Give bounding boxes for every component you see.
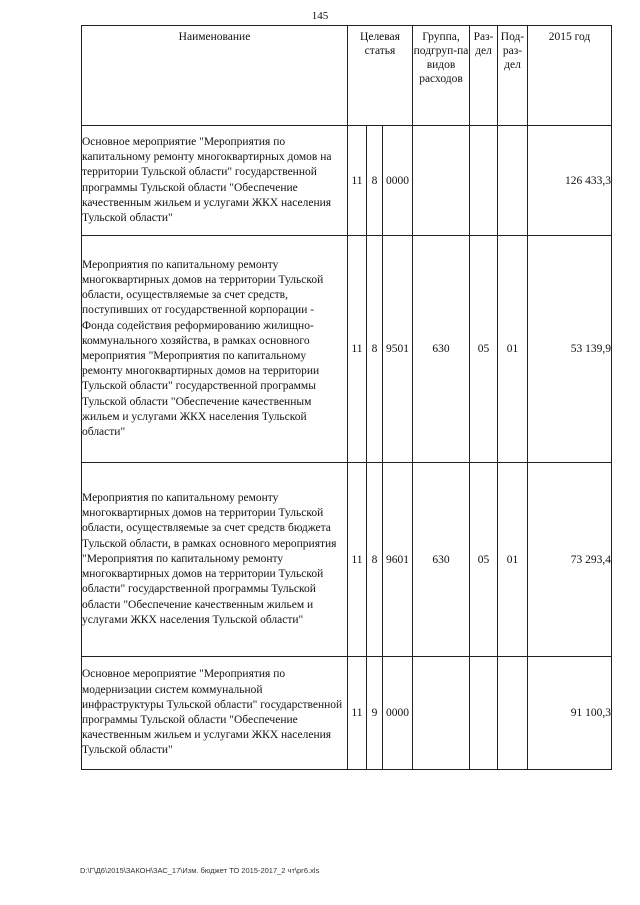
header-expense-group: Группа, подгруп-па видов расходов	[413, 26, 470, 126]
table-row	[82, 126, 612, 236]
file-path-footer: D:\Г\Д6\2015\ЗАКОН\ЗАС_17\Изм. бюджет ТО 2015-2017_2 чт\рг6.xls	[80, 866, 320, 875]
row-subsection: 01	[498, 463, 528, 657]
row-section: 05	[470, 236, 498, 463]
row-amount: 73 293,4	[528, 463, 612, 657]
table-header-row	[82, 26, 612, 126]
row-group	[413, 126, 470, 236]
page-number: 145	[311, 10, 329, 22]
row-code1: 11	[348, 463, 367, 657]
row-section: 05	[470, 463, 498, 657]
header-subsection: Под-раз-дел	[498, 26, 528, 126]
row-code2: 8	[367, 463, 383, 657]
row-amount: 126 433,3	[528, 126, 612, 236]
row-group	[413, 657, 470, 770]
row-code2: 8	[367, 126, 383, 236]
row-group: 630	[413, 236, 470, 463]
row-code3: 9601	[383, 463, 413, 657]
row-name: Мероприятия по капитальному ремонту многоквартирных домов на территории Тульской области, осуществляемые за счет средств, поступивших от государственной корпорации - Фонда содействия реформированию жилищно-коммунального хозяйства, в рамках основного мероприятия "Мероприятия по капитальному ремонту многоквартирных домов на территории Тульской области" государственной программы Тульской области "Обеспечение качественным жильем и услугами ЖКХ населения Тульской области"	[82, 236, 348, 463]
row-code2: 9	[367, 657, 383, 770]
table-row	[82, 657, 612, 770]
header-target-article: Целевая статья	[348, 26, 413, 126]
row-name: Основное мероприятие "Мероприятия по капитальному ремонту многоквартирных домов на территории Тульской области" государственной программы Тульской области "Обеспечение качественным жильем и услугами ЖКХ населения Тульской области"	[82, 126, 348, 236]
row-subsection	[498, 657, 528, 770]
row-name: Основное мероприятие "Мероприятия по модернизации систем коммунальной инфраструктуры Тульской области" государственной программы Тульской области "Обеспечение качественным жильем и услугами ЖКХ населения Тульской области"	[82, 657, 348, 770]
row-code3: 9501	[383, 236, 413, 463]
row-code1: 11	[348, 657, 367, 770]
row-subsection	[498, 126, 528, 236]
row-amount: 53 139,9	[528, 236, 612, 463]
row-subsection: 01	[498, 236, 528, 463]
row-code3: 0000	[383, 126, 413, 236]
table-row	[82, 463, 612, 657]
row-code2: 8	[367, 236, 383, 463]
header-name: Наименование	[82, 26, 348, 126]
row-code1: 11	[348, 236, 367, 463]
row-code1: 11	[348, 126, 367, 236]
row-code3: 0000	[383, 657, 413, 770]
table-row	[82, 236, 612, 463]
header-section: Раз-дел	[470, 26, 498, 126]
budget-table	[81, 25, 612, 770]
row-name: Мероприятия по капитальному ремонту многоквартирных домов на территории Тульской области, осуществляемые за счет средств бюджета Тульской области, в рамках основного мероприятия "Мероприятия по капитальному ремонту многоквартирных домов на территории Тульской области" государственной программы Тульской области "Обеспечение качественным жильем и услугами ЖКХ населения Тульской области"	[82, 463, 348, 657]
row-section	[470, 657, 498, 770]
row-amount: 91 100,3	[528, 657, 612, 770]
row-section	[470, 126, 498, 236]
row-group: 630	[413, 463, 470, 657]
header-year: 2015 год	[528, 26, 612, 126]
